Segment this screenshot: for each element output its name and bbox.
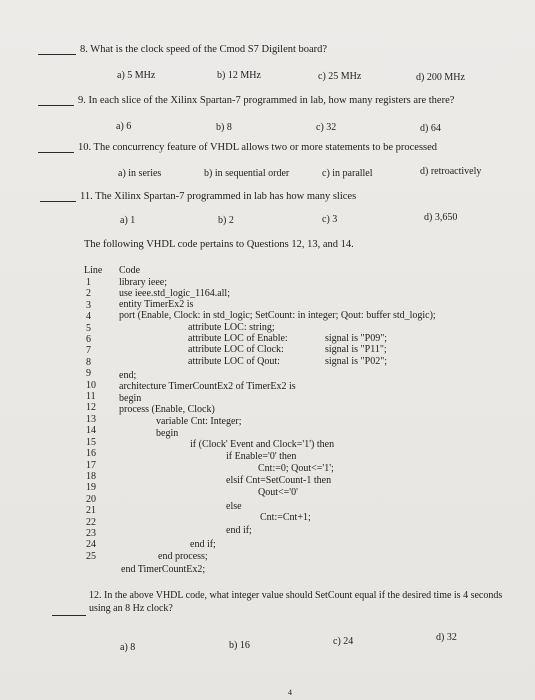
code-line-7: attribute LOC of Clock:: [188, 344, 284, 355]
q12-option-d: d) 32: [436, 632, 457, 643]
question-12-text-line1: 12. In the above VHDL code, what integer value should SetCount equal if the desired time is 4 seconds: [89, 590, 503, 601]
q8-option-b: b) 12 MHz: [217, 70, 261, 81]
line-number: 14: [86, 425, 96, 437]
code-line-6: attribute LOC of Enable:: [188, 333, 288, 344]
code-line-25: end TimerCountEx2;: [121, 564, 206, 575]
line-number: 3: [86, 299, 91, 311]
q12-option-a: a) 8: [120, 642, 136, 653]
q10-option-d: d) retroactively: [420, 166, 482, 177]
code-line-2: use ieee.std_logic_1164.all;: [119, 288, 230, 299]
line-number: 4: [86, 311, 91, 323]
question-12-text-line2: using an 8 Hz clock?: [89, 603, 173, 614]
code-intro: The following VHDL code pertains to Questions 12, 13, and 14.: [84, 239, 354, 250]
code-line-24: end process;: [158, 551, 208, 562]
answer-blank-q9[interactable]: [38, 105, 74, 106]
line-number: 2: [86, 288, 91, 300]
line-number: 18: [86, 470, 96, 482]
q11-option-a: a) 1: [120, 215, 136, 226]
line-number: 21: [86, 505, 96, 517]
line-number: 9: [86, 368, 91, 380]
line-number: 25: [86, 550, 96, 562]
q11-option-b: b) 2: [218, 215, 234, 226]
code-line-12: process (Enable, Clock): [119, 404, 215, 415]
code-line-17: Cnt:=0; Qout<='1';: [258, 463, 334, 474]
code-line-10: architecture TimerCountEx2 of TimerEx2 is: [119, 381, 296, 392]
q10-option-b: b) in sequential order: [204, 168, 290, 179]
code-line-6-signal: signal is "P09";: [325, 333, 388, 344]
code-line-13: variable Cnt: Integer;: [156, 416, 242, 427]
code-line-8-signal: signal is "P02";: [325, 356, 388, 367]
answer-blank-q10[interactable]: [38, 152, 74, 153]
code-line-11: begin: [119, 393, 142, 404]
code-line-14: begin: [156, 428, 179, 439]
q9-option-b: b) 8: [216, 122, 232, 133]
q9-option-d: d) 64: [420, 123, 441, 134]
q10-option-c: c) in parallel: [322, 168, 373, 179]
q9-option-c: c) 32: [316, 122, 337, 133]
q12-option-c: c) 24: [333, 636, 354, 647]
q8-option-d: d) 200 MHz: [416, 72, 465, 83]
q10-option-a: a) in series: [118, 168, 162, 179]
line-number: 23: [86, 527, 96, 539]
code-line-8: attribute LOC of Qout:: [188, 356, 280, 367]
code-line-22: end if;: [226, 525, 252, 536]
q11-option-d: d) 3,650: [424, 212, 458, 223]
code-line-21: Cnt:=Cnt+1;: [260, 512, 311, 523]
line-number: 7: [86, 345, 91, 357]
question-10-text: 10. The concurrency feature of VHDL allows two or more statements to be processed: [78, 142, 438, 153]
code-line-18: elsif Cnt=SetCount-1 then: [226, 475, 332, 486]
q8-option-c: c) 25 MHz: [318, 71, 362, 82]
question-11-text: 11. The Xilinx Spartan-7 programmed in lab has how many slices: [80, 191, 357, 202]
line-number: 20: [86, 493, 96, 505]
q8-option-a: a) 5 MHz: [117, 70, 156, 81]
line-number: 15: [86, 436, 96, 448]
line-number-column: [86, 277, 96, 562]
line-number: 11: [86, 391, 96, 403]
line-number: 19: [86, 482, 96, 494]
line-column-header: Line: [84, 265, 103, 276]
line-number: 12: [86, 402, 96, 414]
code-line-16: if Enable='0' then: [226, 451, 297, 462]
line-number: 24: [86, 539, 96, 551]
q11-option-c: c) 3: [322, 214, 338, 225]
line-number: 8: [86, 356, 91, 368]
q12-option-b: b) 16: [229, 640, 250, 651]
code-line-3: entity TimerEx2 is: [119, 299, 194, 310]
line-number: 13: [86, 413, 96, 425]
code-line-7-signal: signal is "P11";: [325, 344, 387, 355]
page-number: 4: [288, 688, 292, 697]
q9-option-a: a) 6: [116, 121, 132, 132]
code-line-23: end if;: [190, 539, 216, 550]
line-number: 16: [86, 448, 96, 460]
line-number: 17: [86, 459, 96, 471]
code-line-1: library ieee;: [119, 277, 168, 288]
line-number: 5: [86, 322, 91, 334]
answer-blank-q12[interactable]: [52, 615, 86, 616]
line-number: 10: [86, 379, 96, 391]
question-9-text: 9. In each slice of the Xilinx Spartan-7 programmed in lab, how many registers are there?: [78, 95, 455, 106]
code-line-19: Qout<='0': [258, 487, 298, 498]
code-line-9: end;: [119, 370, 137, 381]
answer-blank-q8[interactable]: [38, 54, 76, 55]
line-number: 1: [86, 277, 91, 288]
line-number: 6: [86, 334, 91, 346]
code-line-4: port (Enable, Clock: in std_logic; SetCount: in integer; Qout: buffer std_logic);: [119, 310, 436, 321]
question-8-text: 8. What is the clock speed of the Cmod S7 Digilent board?: [80, 44, 328, 55]
code-line-5: attribute LOC: string;: [188, 322, 275, 333]
code-line-15: if (Clock' Event and Clock='1') then: [190, 439, 335, 450]
code-line-20: else: [226, 501, 242, 512]
line-number: 22: [86, 516, 96, 528]
answer-blank-q11[interactable]: [40, 201, 76, 202]
code-column-header: Code: [119, 265, 141, 276]
